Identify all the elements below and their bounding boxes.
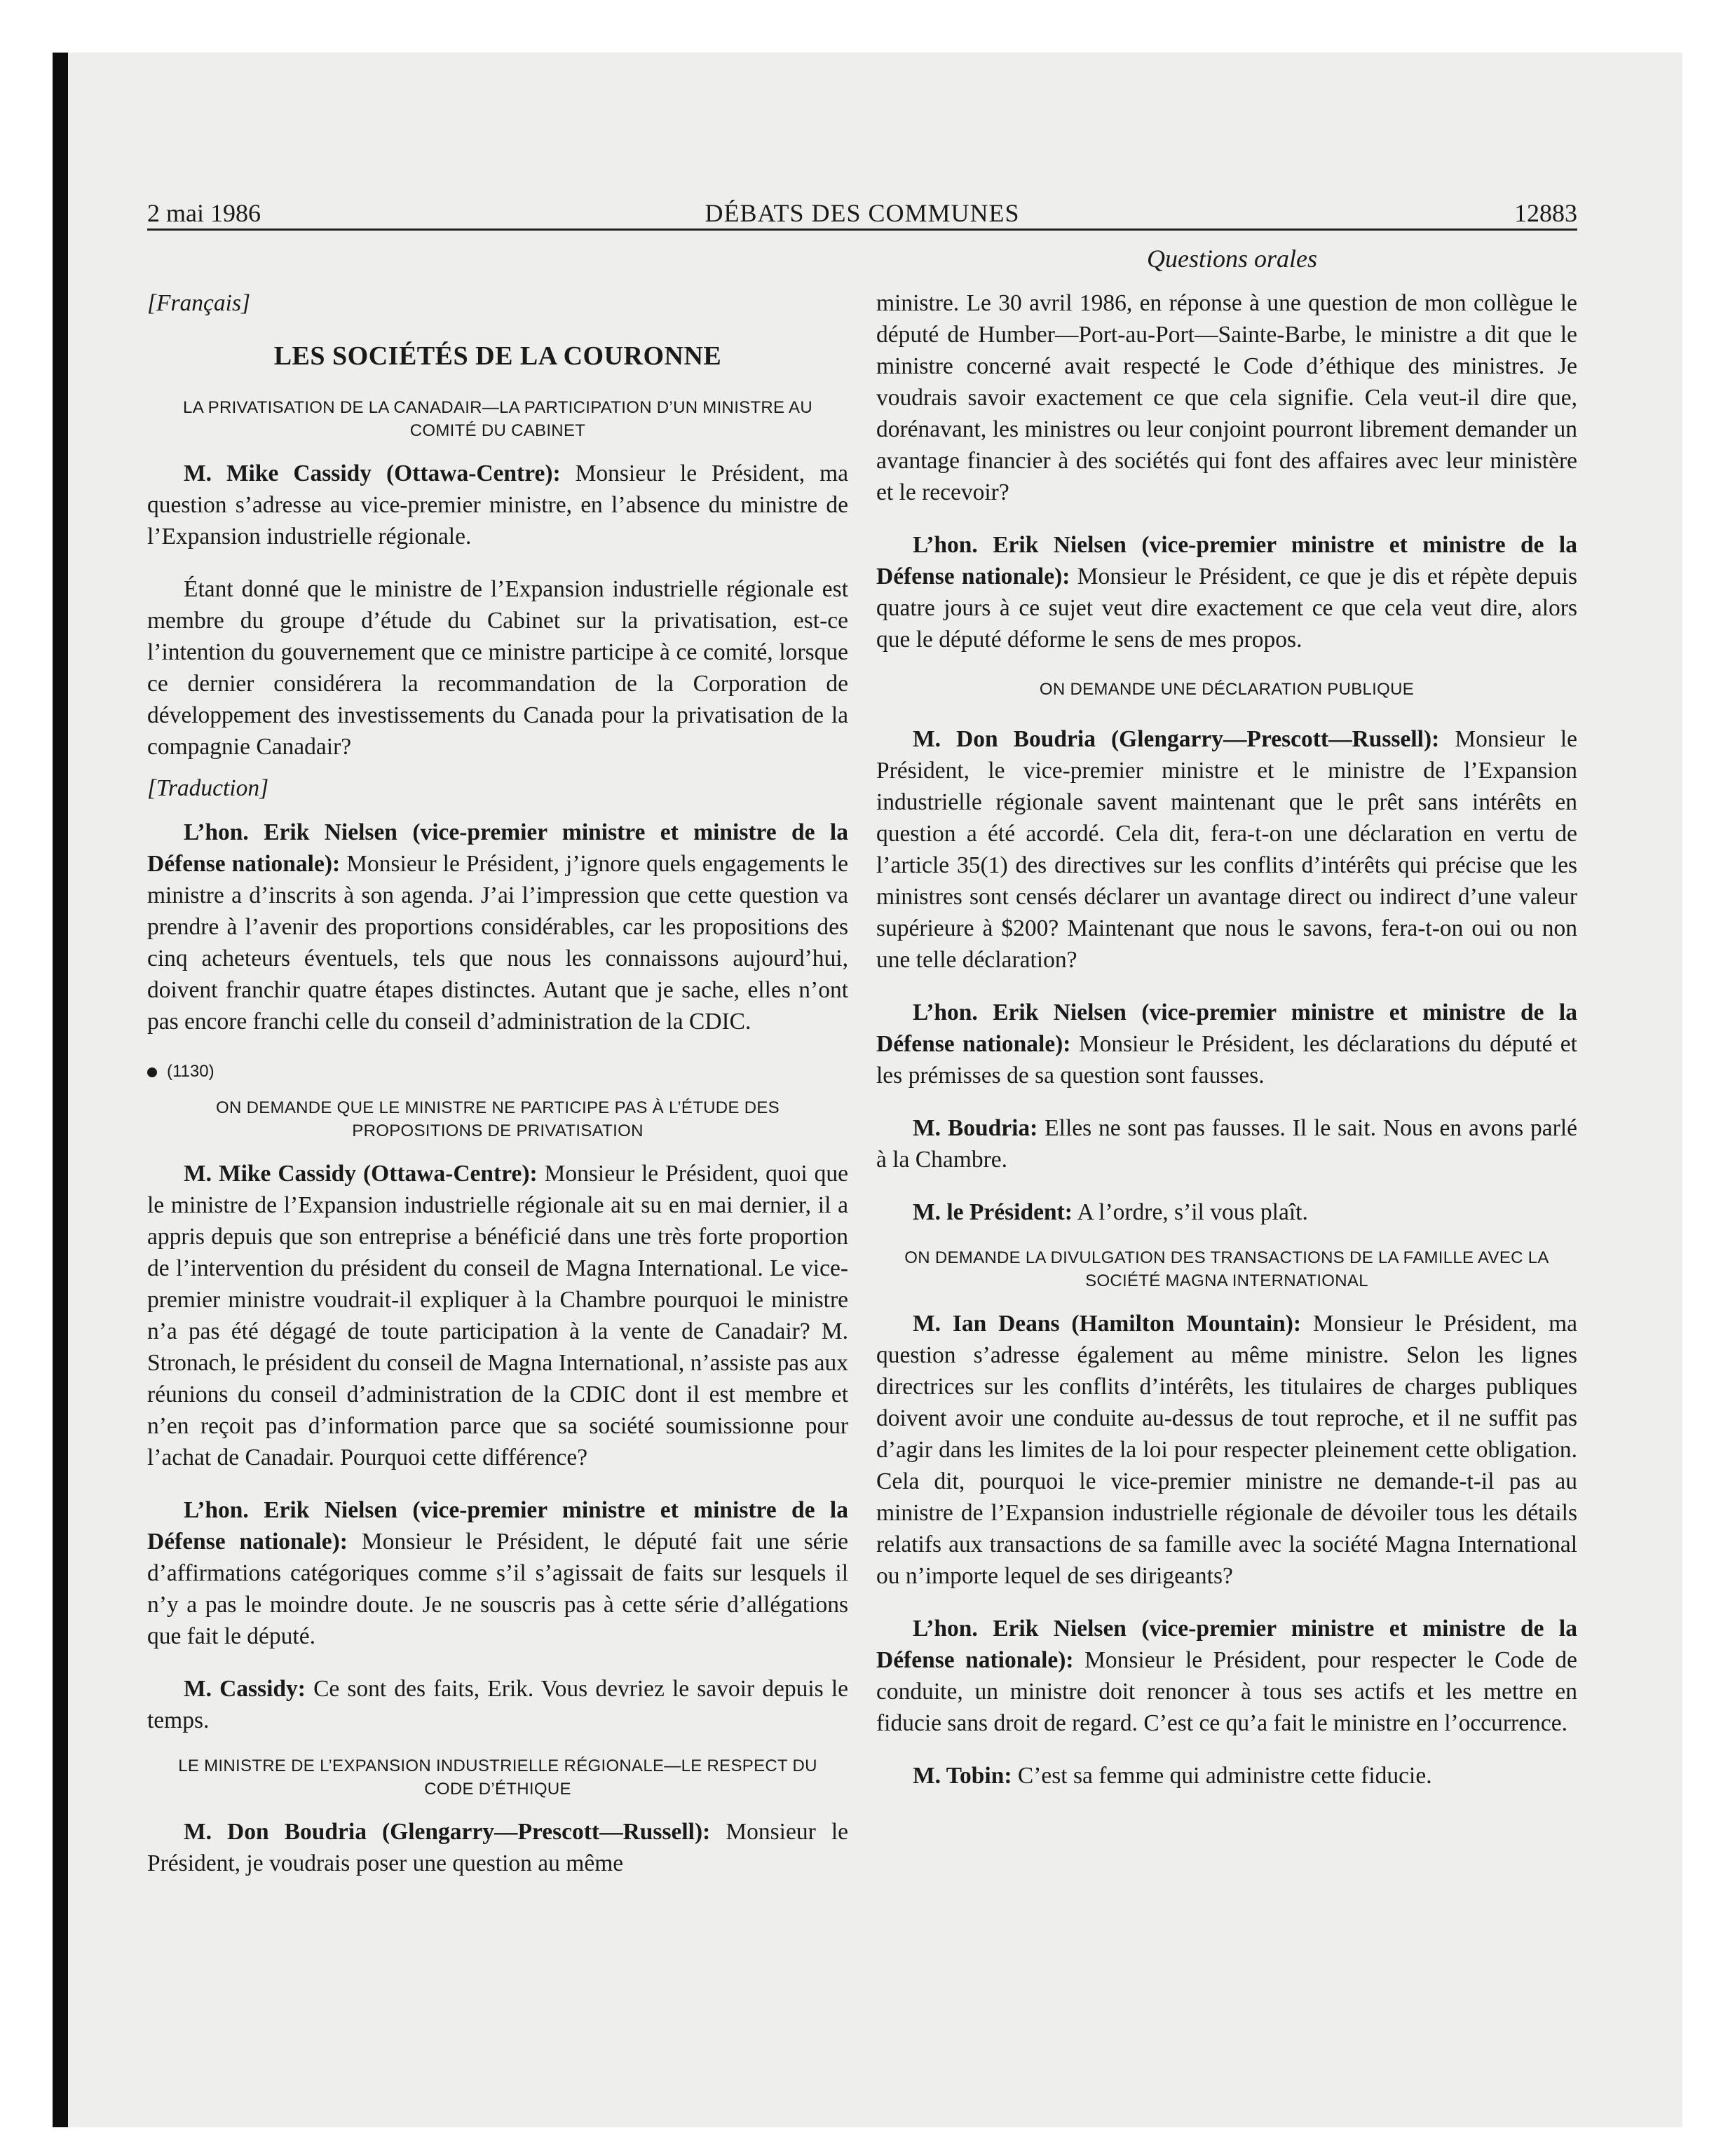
speech-text: Monsieur le Président, je voudrais poser une question au même (147, 1819, 848, 1876)
paragraph (147, 1673, 848, 1736)
speaker-name: L’hon. Erik Nielsen (vice-premier ministre et ministre de la Défense nationale): (876, 532, 1577, 589)
paragraph (876, 723, 1577, 976)
paragraph (876, 1196, 1577, 1228)
page-header (147, 196, 1577, 230)
speaker-name: M. Mike Cassidy (Ottawa-Centre): (184, 460, 561, 486)
paragraph (876, 529, 1577, 655)
speech-text: Monsieur le Président, ma question s’adresse également au même ministre. Selon les lignes directrices sur les conflits d’intérêts, les titulaires de charges publiques doivent avoir une conduite au-dessus de tout reproche, et il ne suffit pas d’agir dans les limites de la loi pour respecter pleinement cette obligation. Cela dit, pourquoi le vice-premier ministre ne demande-t-il pas au ministre de l’Expansion industrielle régionale de dévoiler tous les détails relatifs aux transactions de sa famille avec la société Magna International ou n’importe lequel de ses dirigeants? (876, 1311, 1578, 1589)
paragraph (147, 1816, 848, 1879)
left-column (147, 287, 848, 1879)
speech-text: Elles ne sont pas fausses. Il le sait. Nous en avons parlé à la Chambre. (876, 1115, 1577, 1173)
language-note: [Français] (147, 290, 251, 316)
section-running-head: Questions orales (1147, 245, 1317, 273)
speaker-name: L’hon. Erik Nielsen (vice-premier ministre et ministre de la Défense nationale): (876, 999, 1577, 1057)
paragraph (147, 1158, 848, 1473)
paragraph (876, 1613, 1577, 1739)
paragraph: Étant donné que le ministre de l’Expansion industrielle régionale est membre du groupe d’étude du Cabinet sur la privatisation, est-ce l’intention du gouvernement que ce ministre participe à ce comité, lorsque ce dernier considérera la recommandation de la Corporation de développement des investissements du Canada pour la privatisation de la compagnie Canadair? (147, 576, 848, 760)
paragraph: ministre. Le 30 avril 1986, en réponse à une question de mon collègue le député de Humber—Port-au-Port—Sainte-Barbe, le ministre a dit que le ministre concerné avait respecté le Code d’éthique des ministres. Je voudrais savoir exactement ce que cela signifie. Cela veut-il dire que, dorénavant, les ministres ou leur conjoint pourront librement demander un avantage financier à des sociétés qui font des affaires avec leur ministère et le recevoir? (876, 290, 1577, 505)
header-rule (147, 228, 1577, 231)
time-marker: (1130) (147, 1060, 848, 1084)
paragraph (147, 817, 848, 1037)
speaker-name: L’hon. Erik Nielsen (vice-premier ministre et ministre de la Défense nationale): (147, 1497, 848, 1555)
subheading: LE MINISTRE DE L’EXPANSION INDUSTRIELLE RÉGIONALE—LE RESPECT DU CODE D’ÉTHIQUE (178, 1756, 817, 1799)
speaker-name: M. Cassidy: (184, 1676, 306, 1702)
speech-text: A l’ordre, s’il vous plaît. (1072, 1199, 1308, 1225)
speaker-name: M. Ian Deans (Hamilton Mountain): (913, 1311, 1302, 1337)
speech-text: C’est sa femme qui administre cette fiducie. (1012, 1763, 1432, 1789)
header-page-number: 12883 (1514, 199, 1577, 227)
paragraph (876, 1112, 1577, 1175)
speaker-name: M. le Président: (913, 1199, 1073, 1225)
main-title: LES SOCIÉTÉS DE LA COURONNE (273, 341, 722, 371)
speaker-name: M. Don Boudria (Glengarry—Prescott—Russell): (913, 726, 1440, 752)
speech-text: Monsieur le Président, quoi que le ministre de l’Expansion industrielle régionale ait su en mai dernier, il a appris depuis que son entreprise a bénéficié dans une très forte proportion de l’intervention du président du conseil de Magna International. Le vice-premier ministre voudrait-il expliquer à la Chambre pourquoi le ministre n’a pas été dégagé de toute participation à la vente de Canadair? M. Stronach, le président du conseil de Magna International, n’assiste pas aux réunions du conseil d’administration de la CDIC dont il est membre et n’en reçoit pas d’information parce que sa société soumissionne pour l’achat de Canadair. Pourquoi cette différence? (147, 1161, 848, 1471)
paragraph (147, 458, 848, 552)
subheading: ON DEMANDE LA DIVULGATION DES TRANSACTIONS DE LA FAMILLE AVEC LA SOCIÉTÉ MAGNA INTERNATIONAL (904, 1248, 1549, 1290)
paragraph (876, 1308, 1577, 1592)
paragraph (876, 997, 1577, 1091)
speech-text: Monsieur le Président, les déclarations du député et les prémisses de sa question sont fausses. (876, 1031, 1577, 1089)
speech-text: Ce sont des faits, Erik. Vous devriez le savoir depuis le temps. (147, 1676, 848, 1733)
header-date: 2 mai 1986 (147, 199, 261, 227)
paragraph (876, 1760, 1577, 1792)
subheading: LA PRIVATISATION DE LA CANADAIR—LA PARTICIPATION D’UN MINISTRE AU COMITÉ DU CABINET (183, 398, 812, 440)
speaker-name: M. Mike Cassidy (Ottawa-Centre): (184, 1161, 538, 1187)
language-note: [Traduction] (147, 775, 269, 801)
subheading: ON DEMANDE UNE DÉCLARATION PUBLIQUE (1039, 680, 1415, 699)
speech-text: Monsieur le Président, pour respecter le Code de conduite, un ministre doit renoncer à tous ses actifs et les mettre en fiducie sans droit de regard. C’est ce qu’a fait le ministre en l’occurrence. (876, 1647, 1577, 1736)
speaker-name: L’hon. Erik Nielsen (vice-premier ministre et ministre de la Défense nationale): (876, 1616, 1577, 1673)
speaker-name: M. Don Boudria (Glengarry—Prescott—Russell): (184, 1819, 711, 1845)
speaker-name: M. Tobin: (913, 1763, 1012, 1789)
paragraph (147, 1494, 848, 1652)
speech-text: Monsieur le Président, ce que je dis et répète depuis quatre jours à ce sujet veut dire exactement ce que cela veut dire, alors que le député déforme le sens de mes propos. (876, 564, 1577, 653)
speaker-name: M. Boudria: (913, 1115, 1038, 1141)
speech-text: Monsieur le Président, le député fait une série d’affirmations catégoriques comme s’il s’agissait de faits sur lesquels il n’y a pas le moindre doute. Je ne souscris pas à cette série d’allégations que fait le député. (147, 1529, 848, 1649)
right-column (876, 287, 1577, 1792)
speech-text: Monsieur le Président, j’ignore quels engagements le ministre a d’inscrits à son agenda. J’ai l’impression que cette question va prendre à l’avenir des proportions considérables, car les propositions des cinq acheteurs éventuels, tels que nous les connaissons aujourd’hui, doivent franchir quatre étapes distinctes. Autant que je sache, elles n’ont pas encore franchi celle du conseil d’administration de la CDIC. (147, 851, 848, 1035)
speech-text: Monsieur le Président, le vice-premier ministre et le ministre de l’Expansion industrielle régionale savent maintenant que le prêt sans intérêts en question a été accordé. Cela dit, fera-t-on une déclaration en vertu de l’article 35(1) des directives sur les conflits d’intérêts qui précise que les ministres sont censés déclarer un avantage direct ou indirect d’une valeur supérieure à $200? Maintenant que nous le savons, fera-t-on oui ou non une telle déclaration? (876, 726, 1577, 973)
speech-text: Monsieur le Président, ma question s’adresse au vice-premier ministre, en l’absence du ministre de l’Expansion industrielle régionale. (147, 460, 848, 550)
subheading: ON DEMANDE QUE LE MINISTRE NE PARTICIPE PAS À L’ÉTUDE DES PROPOSITIONS DE PRIVATISATION (216, 1098, 780, 1140)
scan-binding-edge (53, 53, 68, 2127)
bullet-icon (147, 1067, 157, 1077)
header-publication-title: DÉBATS DES COMMUNES (705, 199, 1020, 227)
speaker-name: L’hon. Erik Nielsen (vice-premier ministre et ministre de la Défense nationale): (147, 819, 848, 877)
